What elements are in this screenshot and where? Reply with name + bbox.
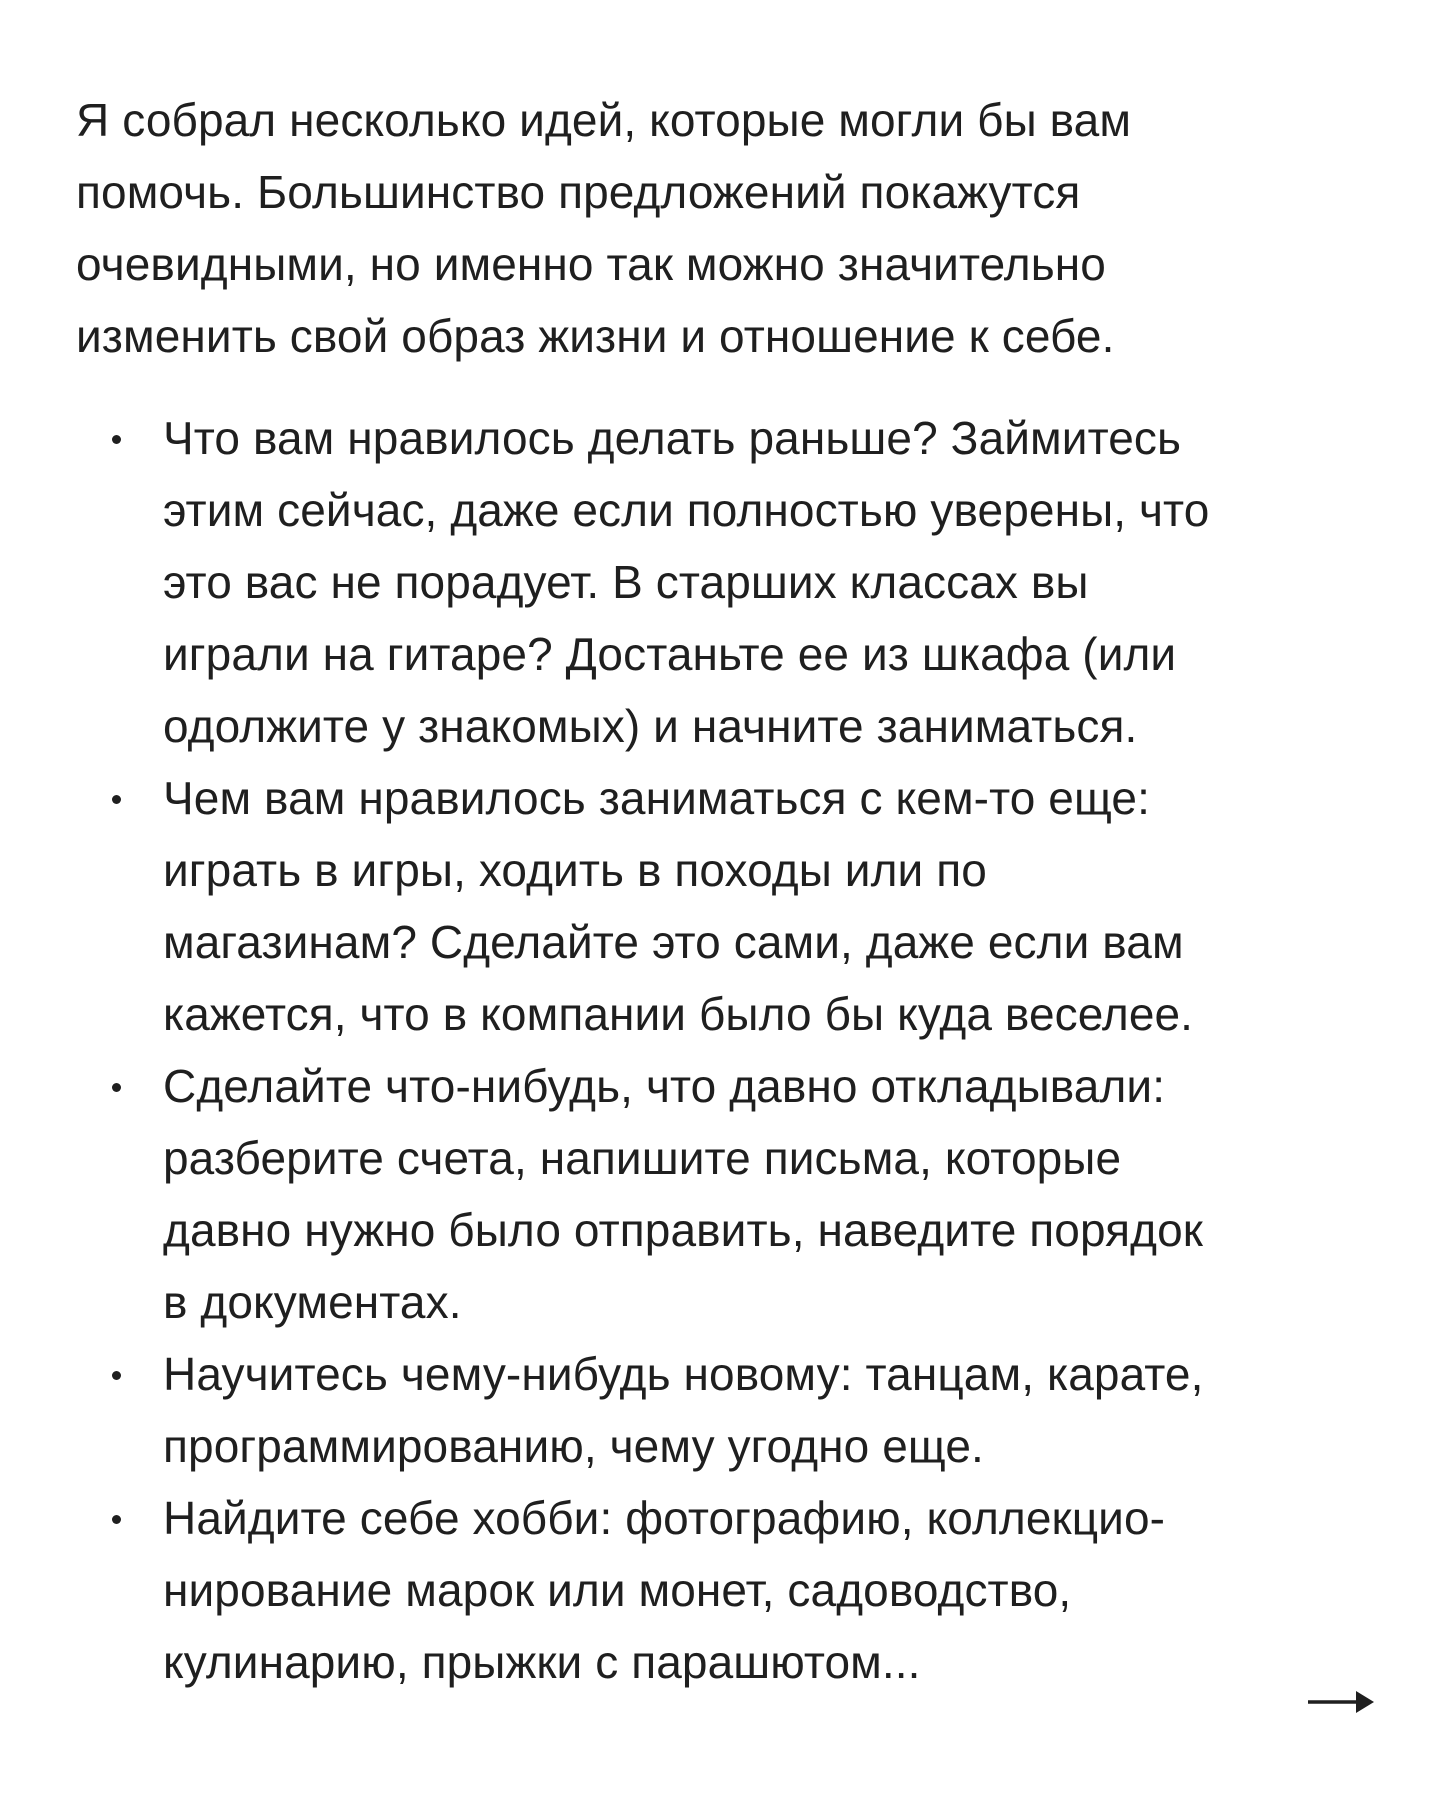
intro-paragraph <box>76 84 1376 372</box>
list-item-line: Найдите себе хобби: фотографию, коллекцио- <box>163 1492 1166 1544</box>
bullet-icon <box>112 435 121 444</box>
list-item-line: программированию, чему угодно еще. <box>163 1420 984 1472</box>
list-item-line: нирование марок или монет, садоводство, <box>163 1564 1072 1616</box>
list-item <box>0 402 1440 762</box>
next-page-button[interactable] <box>1306 1677 1376 1727</box>
list-item-line: это вас не порадует. В старших классах вы <box>163 556 1089 608</box>
list-item <box>0 1482 1440 1698</box>
intro-line: изменить свой образ жизни и отношение к себе. <box>76 310 1115 362</box>
bullet-icon <box>112 1515 121 1524</box>
bullet-icon <box>112 795 121 804</box>
list-item-line: играли на гитаре? Достаньте ее из шкафа (или <box>163 628 1177 680</box>
intro-line: Я собрал несколько идей, которые могли бы вам <box>76 94 1132 146</box>
list-item <box>0 762 1440 1050</box>
list-item-line: Чем вам нравилось заниматься с кем-то еще: <box>163 772 1150 824</box>
list-item-line: Что вам нравилось делать раньше? Займитесь <box>163 412 1182 464</box>
intro-line: помочь. Большинство предложений покажутся <box>76 166 1081 218</box>
bullet-icon <box>112 1083 121 1092</box>
intro-line: очевидными, но именно так можно значительно <box>76 238 1106 290</box>
suggestion-list <box>0 402 1440 1698</box>
list-item-line: Научитесь чему-нибудь новому: танцам, карате, <box>163 1348 1204 1400</box>
list-item <box>0 1050 1440 1338</box>
list-item-line: магазинам? Сделайте это сами, даже если вам <box>163 916 1184 968</box>
bullet-icon <box>112 1371 121 1380</box>
list-item-line: давно нужно было отправить, наведите порядок <box>163 1204 1204 1256</box>
list-item-line: одолжите у знакомых) и начните заниматься. <box>163 700 1138 752</box>
list-item-line: разберите счета, напишите письма, которые <box>163 1132 1122 1184</box>
list-item <box>0 1338 1440 1482</box>
list-item-line: Сделайте что-нибудь, что давно откладывали: <box>163 1060 1166 1112</box>
list-item-line: играть в игры, ходить в походы или по <box>163 844 987 896</box>
arrow-right-icon <box>1306 1677 1376 1727</box>
list-item-line: в документах. <box>163 1276 462 1328</box>
list-item-line: кулинарию, прыжки с парашютом... <box>163 1636 921 1688</box>
list-item-line: кажется, что в компании было бы куда веселее. <box>163 988 1194 1040</box>
list-item-line: этим сейчас, даже если полностью уверены, что <box>163 484 1210 536</box>
